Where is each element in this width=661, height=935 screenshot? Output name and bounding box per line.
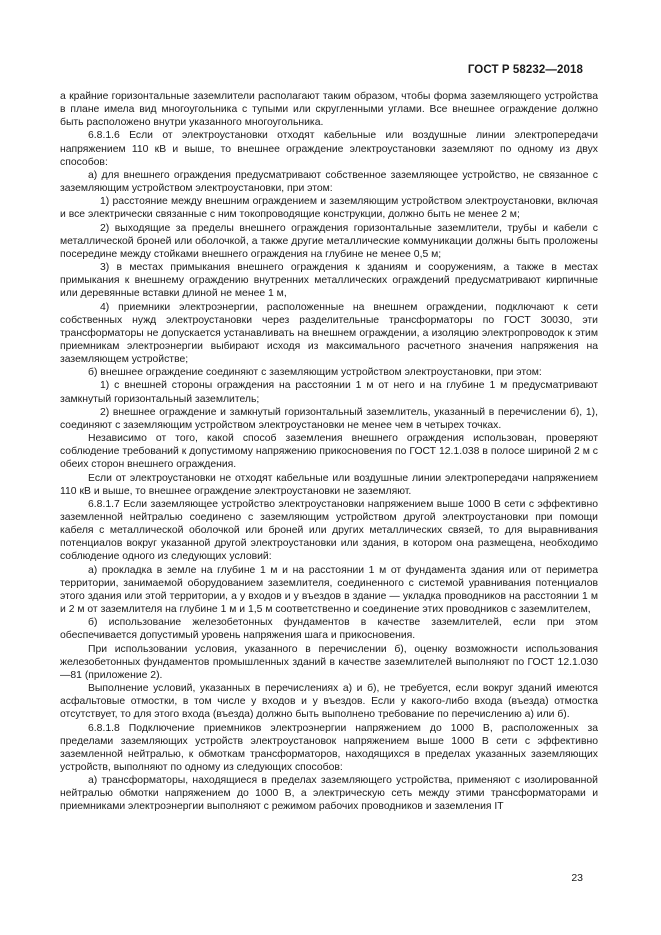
- paragraph: 1) с внешней стороны ограждения на расстоянии 1 м от него и на глубине 1 м предусматривают замкнутый горизонтальный заземлитель;: [60, 380, 598, 405]
- page-number: 23: [571, 872, 583, 884]
- paragraph: 6.8.1.6 Если от электроустановки отходят кабельные или воздушные линии электропередачи напряжением 110 кВ и выше, то внешнее ограждение электроустановки заземляют по одному из двух способов:: [60, 130, 598, 168]
- document-header: ГОСТ Р 58232—2018: [467, 64, 583, 76]
- paragraph: а) прокладка в земле на глубине 1 м и на расстоянии 1 м от фундамента здания или от периметра территории, занимаемой оборудованием заземлителя, соединенного с системой уравнивания потенциалов этого здания или этой территории, а у входов и у въездов в здание — укладка проводников на расстоянии 1 м и 2 м от заземлителя на глубине 1 м и 1,5 м соответственно и соединение этих проводников с заземлителем,: [60, 564, 598, 616]
- paragraph: При использовании условия, указанного в перечислении б), оценку возможности использования железобетонных фундаментов промышленных зданий в качестве заземлителей выполняют по ГОСТ 12.1.030—81 (приложение 2).: [60, 643, 598, 681]
- paragraph: 6.8.1.7 Если заземляющее устройство электроустановки напряжением выше 1000 В сети с эффективно заземленной нейтралью соединено с заземляющим устройством другой электроустановки при помощи кабеля с металлической оболочкой или броней или других металлических связей, то для выравнивания потенциалов вокруг указанной другой электроустановки или здания, в котором она размещена, необходимо соблюдение одного из следующих условий:: [60, 498, 598, 563]
- paragraph: а) трансформаторы, находящиеся в пределах заземляющего устройства, применяют с изолированной нейтралью обмотки напряжением до 1000 В, а электрическую сеть между этими трансформаторами и приемниками электроэнергии выполняют с режимом рабочих проводников и заземления IT: [60, 775, 598, 813]
- paragraph: 2) внешнее ограждение и замкнутый горизонтальный заземлитель, указанный в перечислении б), 1), соединяют с заземляющим устройством электроустановки не менее чем в четырех точках.: [60, 406, 598, 431]
- paragraph: 6.8.1.8 Подключение приемников электроэнергии напряжением до 1000 В, расположенных за пределами заземляющих устройств электроустановок напряжением выше 1000 В сети с эффективно заземленной нейтралью, к обмоткам трансформаторов, находящихся в пределах указанных заземляющих устройств, выполняют по одному из следующих способов:: [60, 722, 598, 773]
- paragraph: 2) выходящие за пределы внешнего ограждения горизонтальные заземлители, трубы и кабели с металлической броней или оболочкой, а также другие металлические коммуникации должны быть проложены посередине между стойками внешнего ограждения на глубине не менее 0,5 м;: [60, 222, 598, 260]
- paragraph: 4) приемники электроэнергии, расположенные на внешнем ограждении, подключают к сети собственных нужд электроустановки через разделительные трансформаторы по ГОСТ 30030, эти трансформаторы не допускается устанавливать на внешнем ограждении, а изоляцию электропроводок к этим приемникам электроэнергии выбирают исходя из максимального расчетного значения напряжения на заземляющем устройстве;: [60, 301, 598, 366]
- paragraph: 1) расстояние между внешним ограждением и заземляющим устройством электроустановки, включая и все электрически связанные с ним токопроводящие конструкции, должно быть не менее 2 м;: [60, 196, 598, 221]
- paragraph: б) использование железобетонных фундаментов в качестве заземлителей, если при этом обеспечивается допустимый уровень напряжения шага и прикосновения.: [60, 617, 598, 642]
- paragraph: а) для внешнего ограждения предусматривают собственное заземляющее устройство, не связанное с заземляющим устройством электроустановки, при этом:: [60, 169, 598, 195]
- paragraph: а крайние горизонтальные заземлители располагают таким образом, чтобы форма заземляющего устройства в плане имела вид многоугольника с тупыми или скругленными углами. Все внешнее ограждение должно быть расположено внутри указанного многоугольника.: [60, 91, 598, 129]
- paragraph: 3) в местах примыкания внешнего ограждения к зданиям и сооружениям, а также в местах примыкания к внешнему ограждению внутренних металлических ограждений предусматривают кирпичные или деревянные вставки длиной не менее 1 м,: [60, 262, 598, 300]
- paragraph: б) внешнее ограждение соединяют с заземляющим устройством электроустановки, при этом:: [88, 367, 542, 379]
- paragraph: Выполнение условий, указанных в перечислениях а) и б), не требуется, если вокруг зданий имеются асфальтовые отмостки, в том числе у входов и у въездов. Если у какого-либо входа (въезда) отмостка отсутствует, то для этого входа (въезда) должно быть выполнено требование по перечислению а) или б).: [60, 683, 598, 721]
- paragraph: Независимо от того, какой способ заземления внешнего ограждения использован, проверяют соблюдение требований к допустимому напряжению прикосновения по ГОСТ 12.1.038 в полосе шириной 2 м с обеих сторон внешнего ограждения.: [60, 433, 598, 471]
- document-body: [60, 90, 598, 814]
- paragraph: Если от электроустановки не отходят кабельные или воздушные линии электропередачи напряжением 110 кВ и выше, то внешнее ограждение электроустановки не заземляют.: [60, 472, 598, 497]
